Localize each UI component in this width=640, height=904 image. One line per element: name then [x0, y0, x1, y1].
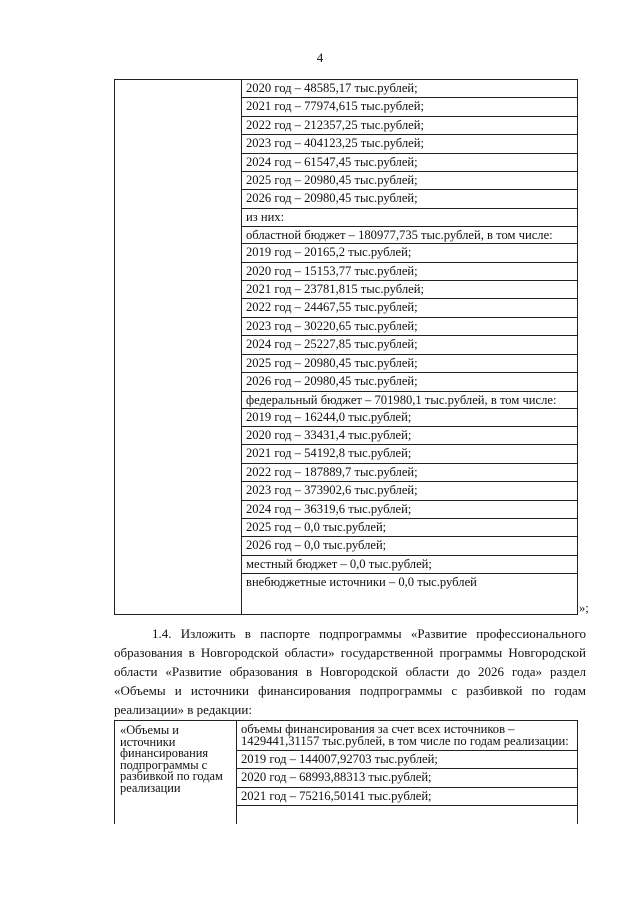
table-row: 2022 год – 187889,7 тыс.рублей;	[242, 464, 577, 482]
funding-rows	[242, 80, 577, 592]
table-row: 2023 год – 30220,65 тыс.рублей;	[242, 318, 577, 336]
table-row: объемы финансирования за счет всех источников – 1429441,31157 тыс.рублей, в том числе по годам реализации:	[237, 721, 577, 751]
table-row: федеральный бюджет – 701980,1 тыс.рублей, в том числе:	[242, 392, 577, 409]
table-row: областной бюджет – 180977,735 тыс.рублей, в том числе:	[242, 227, 577, 244]
table-row: 2023 год – 404123,25 тыс.рублей;	[242, 135, 577, 153]
table-row: из них:	[242, 209, 577, 227]
table-row: 2020 год – 68993,88313 тыс.рублей;	[237, 769, 577, 787]
table-row: 2026 год – 20980,45 тыс.рублей;	[242, 373, 577, 391]
table-row: внебюджетные источники – 0,0 тыс.рублей	[246, 575, 477, 590]
funding-table-new	[114, 720, 578, 824]
section-label: «Объемы и источники финансирования подпрограммы с разбивкой по годам реализации	[120, 723, 223, 795]
table-row: 2024 год – 36319,6 тыс.рублей;	[242, 501, 577, 519]
table-row: 2024 год – 61547,45 тыс.рублей;	[242, 154, 577, 172]
table-row: 2026 год – 0,0 тыс.рублей;	[242, 537, 577, 555]
table-row: 2021 год – 77974,615 тыс.рублей;	[242, 98, 577, 116]
table-row: 2020 год – 48585,17 тыс.рублей;	[242, 80, 577, 98]
funding-table-continued	[114, 79, 578, 615]
table-row: местный бюджет – 0,0 тыс.рублей;	[242, 556, 577, 574]
table-row: 2025 год – 20980,45 тыс.рублей;	[242, 172, 577, 190]
table-row: 2019 год – 16244,0 тыс.рублей;	[242, 409, 577, 427]
table-row: 2021 год – 23781,815 тыс.рублей;	[242, 281, 577, 299]
amendment-paragraph: 1.4. Изложить в паспорте подпрограммы «Развитие профессионального образования в Новгородской области» государственной программы Новгородской области «Развитие образования в Новгородской области до 2026 года» раздел «Объемы и источники финансирования подпрограммы с разбивкой по годам реализации» в редакции:	[114, 626, 586, 717]
table-row: 2025 год – 0,0 тыс.рублей;	[242, 519, 577, 537]
table-row: 2019 год – 144007,92703 тыс.рублей;	[237, 751, 577, 769]
table-row: 2022 год – 212357,25 тыс.рублей;	[242, 117, 577, 135]
table-row: 2020 год – 33431,4 тыс.рублей;	[242, 427, 577, 445]
page-number: 4	[316, 50, 324, 65]
closing-quote: »;	[579, 601, 589, 615]
table-row: 2026 год – 20980,45 тыс.рублей;	[242, 190, 577, 208]
table-row: 2020 год – 15153,77 тыс.рублей;	[242, 263, 577, 281]
table-row: 2025 год – 20980,45 тыс.рублей;	[242, 355, 577, 373]
table-row: 2021 год – 54192,8 тыс.рублей;	[242, 445, 577, 463]
funding-rows	[237, 721, 577, 806]
table-row: 2022 год – 24467,55 тыс.рублей;	[242, 299, 577, 317]
table-row: 2019 год – 20165,2 тыс.рублей;	[242, 244, 577, 262]
table-row: 2023 год – 373902,6 тыс.рублей;	[242, 482, 577, 500]
table-row: 2021 год – 75216,50141 тыс.рублей;	[237, 788, 577, 806]
table-row: 2024 год – 25227,85 тыс.рублей;	[242, 336, 577, 354]
